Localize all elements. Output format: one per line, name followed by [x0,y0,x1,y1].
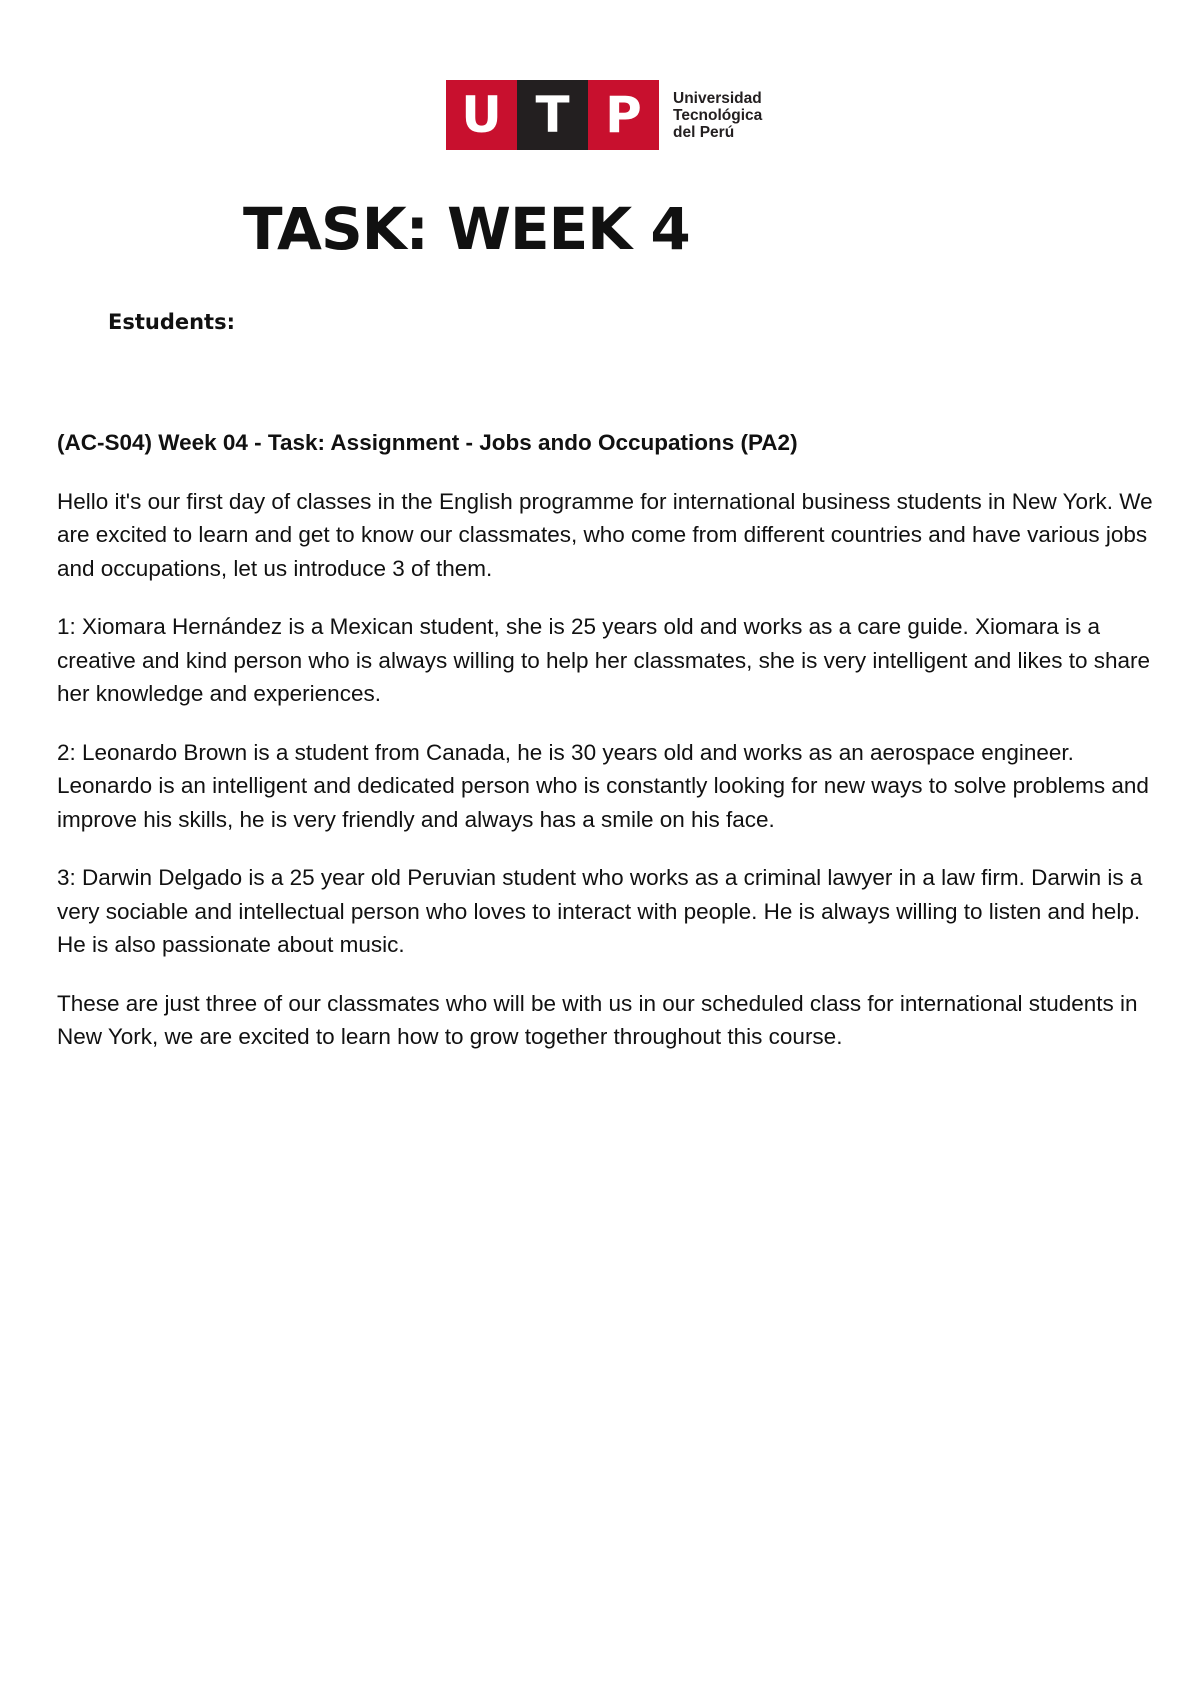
assignment-heading: (AC-S04) Week 04 - Task: Assignment - Jobs ando Occupations (PA2) [57,430,798,455]
student-2-paragraph: 2: Leonardo Brown is a student from Canada, he is 30 years old and works as an aerospace engineer. Leonardo is an intelligent and dedicated person who is constantly looking for new ways to solve problems and improve his skills, he is very friendly and always has a smile on his face. [57,739,1149,832]
intro-paragraph: Hello it's our first day of classes in the English programme for international business students in New York. We are excited to learn and get to know our classmates, who come from different countries and have various jobs and occupations, let us introduce 3 of them. [57,488,1153,581]
logo-letter-p: P [588,80,659,150]
logo-letter-t: T [517,80,588,150]
utp-logo [446,80,762,150]
logo-text-line-1: Universidad [673,89,762,107]
logo-letter-u: U [446,80,517,150]
logo-text-line-3: del Perú [673,123,735,141]
student-3-paragraph: 3: Darwin Delgado is a 25 year old Peruvian student who works as a criminal lawyer in a law firm. Darwin is a very sociable and intellectual person who loves to interact with people. He is always willing to listen and help. He is also passionate about music. [57,865,1143,957]
logo-university-name [673,90,762,141]
document-body [57,426,1155,1079]
page-title: TASK: WEEK 4 [243,195,690,263]
students-label: Estudents: [108,310,235,334]
student-1-paragraph: 1: Xiomara Hernández is a Mexican student, she is 25 years old and works as a care guide. Xiomara is a creative and kind person who is always willing to help her classmates, she is very intelligent and likes to share her knowledge and experiences. [57,614,1151,706]
closing-paragraph: These are just three of our classmates who will be with us in our scheduled class for international students in New York, we are excited to learn how to grow together throughout this course. [57,990,1138,1049]
logo-text-line-2: Tecnológica [673,106,763,124]
